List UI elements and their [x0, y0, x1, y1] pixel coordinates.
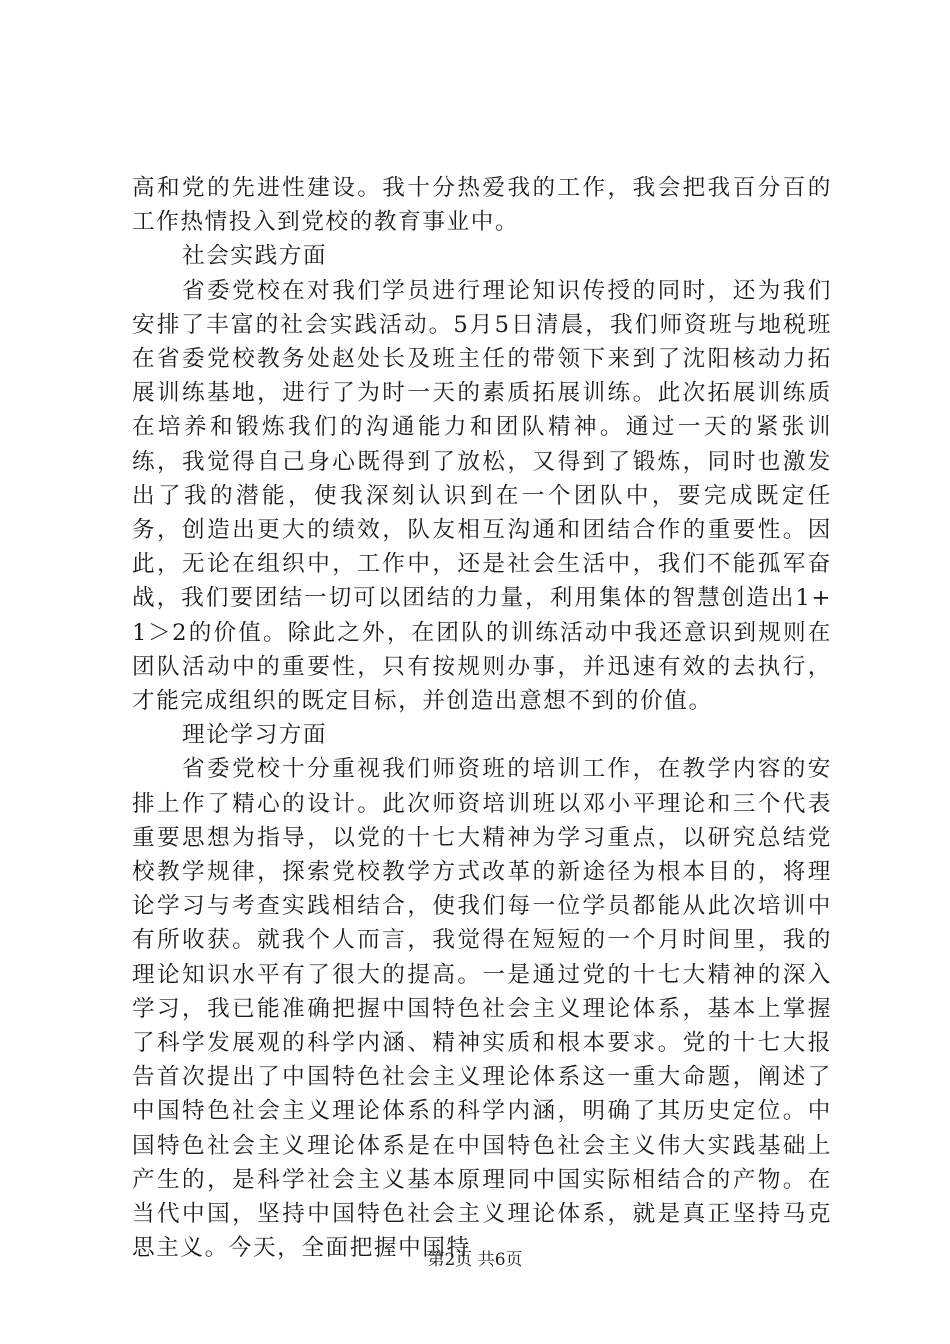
paragraph-theory-study: 省委党校十分重视我们师资班的培训工作，在教学内容的安排上作了精心的设计。此次师资培训班以邓小平理论和三个代表重要思想为指导，以党的十七大精神为学习重点，以研究总结党校教学规律，探索党校教学方式改革的新途径为根本目的，将理论学习与考查实践相结合，使我们每一位学员都能从此次培训中有所收获。就我个人而言，我觉得在短短的一个月时间里，我的理论知识水平有了很大的提高。一是通过党的十七大精神的深入学习，我已能准确把握中国特色社会主义理论体系，基本上掌握了科学发展观的科学内涵、精神实质和根本要求。党的十七大报告首次提出了中国特色社会主义理论体系这一重大命题，阐述了中国特色社会主义理论体系的科学内涵，明确了其历史定位。中国特色社会主义理论体系是在中国特色社会主义伟大实践基础上产生的，是科学社会主义基本原理同中国实际相结合的产物。在当代中国，坚持中国特色社会主义理论体系，就是真正坚持马克思主义。今天，全面把握中国特	[132, 756, 832, 1262]
paragraph-continuation: 高和党的先进性建设。我十分热爱我的工作，我会把我百分百的工作热情投入到党校的教育事业中。	[132, 175, 832, 236]
page-number-footer: 第2页 共6页	[427, 1250, 523, 1270]
section-heading-theory-study: 理论学习方面	[182, 722, 328, 749]
document-body	[132, 171, 832, 1266]
section-heading-social-practice: 社会实践方面	[182, 243, 328, 270]
paragraph-social-practice: 省委党校在对我们学员进行理论知识传授的同时，还为我们安排了丰富的社会实践活动。5月5日清晨，我们师资班与地税班在省委党校教务处赵处长及班主任的带领下来到了沈阳核动力拓展训练基地，进行了为时一天的素质拓展训练。此次拓展训练质在培养和锻炼我们的沟通能力和团队精神。通过一天的紧张训练，我觉得自己身心既得到了放松，又得到了锻炼，同时也激发出了我的潜能，使我深刻认识到在一个团队中，要完成既定任务，创造出更大的绩效，队友相互沟通和团结合作的重要性。因此，无论在组织中，工作中，还是社会生活中，我们不能孤军奋战，我们要团结一切可以团结的力量，利用集体的智慧创造出1+1＞2的价值。除此之外，在团队的训练活动中我还意识到规则在团队活动中的重要性，只有按规则办事，并迅速有效的去执行，才能完成组织的既定目标，并创造出意想不到的价值。	[132, 277, 832, 715]
